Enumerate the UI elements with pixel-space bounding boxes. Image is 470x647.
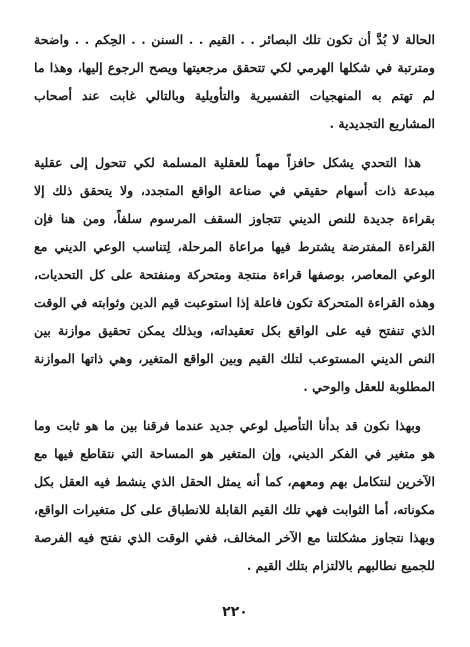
page-body <box>34 26 435 591</box>
page-number: ٢٢٠ <box>222 604 248 620</box>
paragraph-2: هذا التحدي يشكل حافزاً مهماً للعقلية المسلمة لكي تتحول إلى عقلية مبدعة ذات أسهام حقيقي في صناعة الواقع المتجدد، ولا يتحقق ذلك إلا بقراءة جديدة للنص الديني تتجاوز السقف المرسوم سلفاً، ومن هنا فإن القراءة المفترضة يشترط فيها مراعاة المرحلة، لِتناسب الوعي الديني مع الوعي المعاصر، بوصفها قراءة منتجة ومتحركة ومنفتحة على كل التحديات، وهذه القراءة المتحركة تكون فاعلة إذا استوعبت قيم الدين وثوابته في الوقت الذي تنفتح فيه على الواقع بكل تعقيداته، وبذلك يمكن تحقيق موازنة بين النص الديني المستوعب لتلك القيم وبين الواقع المتغير، وهي ذاتها الموازنة المطلوبة للعقل والوحي . <box>34 155 435 394</box>
paragraph-1: الحالة لا بُدَّ أن تكون تلك البصائر . . القيم . . السنن . . الحِكم . . واضحة ومترتبة في شكلها الهرمي لكي تتحقق مرجعيتها ويصح الرجوع إليها، وهذا ما لم تهتم به المنهجيات التفسيرية والتأويلية وبالتالي غابت عند أصحاب المشاريع التجديدية . <box>34 32 435 131</box>
paragraph-3: وبهذا نكون قد بدأنا التأصيل لوعي جديد عندما فرقنا بين ما هو ثابت وما هو متغير في الفكر الديني، وإن المتغير هو المساحة التي نتقاطع فيها مع الآخرين لنتكامل بهم ومعهم، كما أنه يمثل الحقل الذي ينشط فيه العقل بكل مكوناته، أما الثوابت فهي تلك القيم القابلة للانطباق على كل متغيرات الواقع، وبهذا نتجاوز مشكلتنا مع الآخر المخالف، ففي الوقت الذي نفتح فيه الفرصة للجميع نطالبهم بالالتزام بتلك القيم . <box>34 418 435 573</box>
